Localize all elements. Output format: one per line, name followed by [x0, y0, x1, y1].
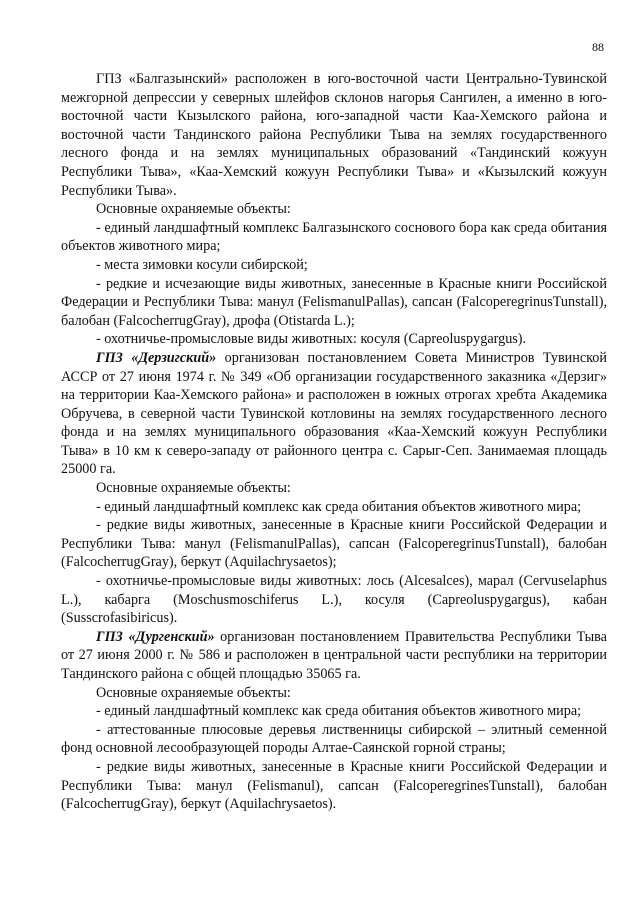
list-item: - охотничье-промысловые виды животных: лось (Alcesalces), марал (Cervuselaphus L.), кабарга (Moschusmoschiferus L.), косуля (Capreoluspygargus), кабан (Susscrofasibiricus).	[61, 573, 607, 627]
document-body	[61, 70, 607, 814]
list-item: - единый ландшафтный комплекс Балгазынского соснового бора как среда обитания объектов животного мира;	[61, 219, 607, 255]
list-item: - редкие и исчезающие виды животных, занесенные в Красные книги Российской Федерации и Республики Тыва: манул (FelismanulPallas), сапсан (FalcoperegrinusTunstall), балобан (FalcocherrugGray), дрофа (Otistarda L.);	[61, 275, 607, 329]
list-item: - редкие виды животных, занесенные в Красные книги Российской Федерации и Республики Тыва: манул (FelismanulPallas), сапсан (FalcoperegrinusTunstall), балобан (FalcocherrugGray), беркут (Aquilachrysaetos);	[61, 517, 607, 571]
section-heading-protected-objects: Основные охраняемые объекты:	[96, 201, 291, 218]
section-heading-protected-objects: Основные охраняемые объекты:	[96, 480, 291, 497]
list-item: - аттестованные плюсовые деревья лиственницы сибирской – элитный семенной фонд основной лесообразующей породы Алтае-Саянской горной страны;	[61, 721, 607, 757]
reserve-name: ГПЗ «Дерзигский»	[96, 349, 217, 366]
paragraph-derzigsky	[61, 349, 607, 479]
paragraph-text: организован постановлением Правительства Республики Тыва от 27 июня 2000 г. № 586 и расположен в центральной части республики на территории Тандинского района с общей площадью 35065 га.	[61, 628, 607, 682]
list-item: - единый ландшафтный комплекс как среда обитания объектов животного мира;	[96, 703, 582, 720]
list-item: - охотничье-промысловые виды животных: косуля (Capreoluspygargus).	[96, 331, 527, 348]
reserve-name: ГПЗ «Дургенский»	[96, 628, 215, 645]
paragraph-balgazynsky: ГПЗ «Балгазынский» расположен в юго-восточной части Центрально-Тувинской межгорной депрессии у северных шлейфов склонов нагорья Сангилен, а именно в юго-восточной части Кызылского района, юго-западной части Каа-Хемского района и восточной части Тандинского района Республики Тыва на землях государственного лесного фонда и на землях муниципальных образований «Тандинский кожуун Республики Тыва», «Каа-Хемский кожуун Республики Тыва» и «Кызылский кожуун Республики Тыва».	[61, 71, 607, 199]
section-heading-protected-objects: Основные охраняемые объекты:	[96, 684, 291, 701]
list-item: - редкие виды животных, занесенные в Красные книги Российской Федерации и Республики Тыва: манул (Felismanul), сапсан (FalcoperegrinesTunstall), балобан (FalcocherrugGray), беркут (Aquilachrysaetos).	[61, 758, 607, 813]
paragraph-text: организован постановлением Совета Министров Тувинской АССР от 27 июня 1974 г. № 349 «Об организации государственного заказника «Дерзиг» на территории Каа-Хемского района» и расположен в южных отрогах хребта Академика Обручева, в северной части Тувинской котловины на землях государственного лесного фонда и на землях муниципального образования «Каа-Хемский кожуун Республики Тыва» в 10 км к северо-западу от районного центра с. Сарыг-Сеп. Занимаемая площадь 25000 га.	[61, 349, 607, 478]
paragraph-durgensky	[61, 628, 607, 684]
list-item: - места зимовки косули сибирской;	[96, 256, 308, 273]
page-number: 88	[592, 40, 604, 54]
list-item: - единый ландшафтный комплекс как среда обитания объектов животного мира;	[96, 498, 582, 515]
